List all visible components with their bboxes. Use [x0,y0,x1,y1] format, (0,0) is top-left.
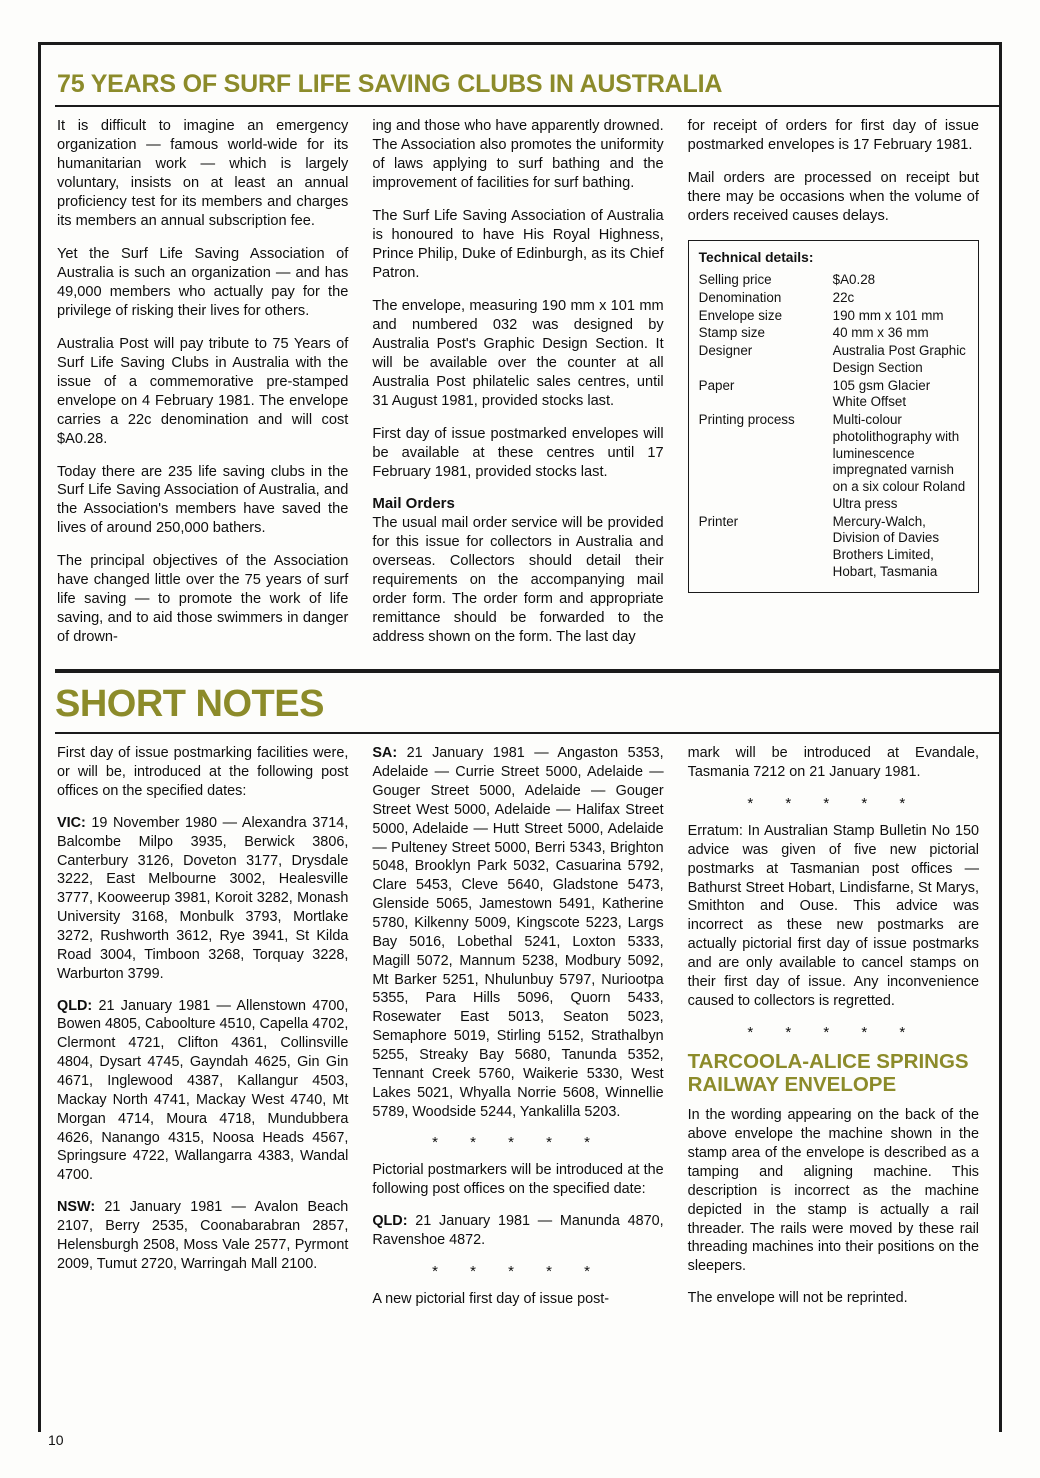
tech-label: Designer [698,343,753,359]
short-notes-rule [55,669,1001,673]
paragraph: A new pictorial first day of issue post- [372,1290,610,1307]
state-label-qld: QLD: [57,997,93,1014]
sub-headline-tarcoola-railway: TARCOOLA-ALICE SPRINGS RAILWAY ENVELOPE [687,1049,969,1096]
tech-label: Denomination [698,289,782,305]
technical-details-title: Technical details: [698,249,814,265]
paragraph: It is difficult to imagine an emergency organization — famous world-wide for its humanitarian work — which is largely voluntary, insists on at least an annual proficiency test for its members and charges its members an annual subscription fee. [57,118,349,229]
paragraph: ing and those who have apparently drowned. The Association also promotes the uniformity of laws applying to surf bathing and the improvement of facilities for surf bathing. [372,118,664,191]
star-divider: * * * * * [432,1134,604,1152]
star-divider: * * * * * [432,1262,604,1280]
paragraph: The envelope, measuring 190 mm x 101 mm and numbered 032 was designed by Australia Post's Graphic Design Section. It will be available over the counter at all Australia Post philatelic sales centres, until 31 August 1981, provided stocks last. [372,297,664,409]
paragraph-vic [57,814,348,984]
short-notes-underline [55,732,1001,734]
paragraph: The principal objectives of the Association have changed little over the 75 years of surf life saving — to promote the work of life saving, and to aid those swimmers in danger of drown- [57,553,349,646]
star-divider: * * * * * [747,794,920,812]
article-headline-surf-life-saving: 75 YEARS OF SURF LIFE SAVING CLUBS IN AUSTRALIA [57,70,723,98]
paragraph-erratum: Erratum: In Australian Stamp Bulletin No 150 advice was given of five new pictorial postmarks at Tasmanian post offices — Bathurst Street Hobart, Lindisfarne, St Marys, Smithton and Ouse. This advice was incorrect as these new postmarks are actually pictorial first day of issue postmarks and are only available to cancel stamps on their first day of issue. Any inconvenience caused to collectors is regretted. [687,822,979,1009]
technical-details-box [688,240,979,593]
tech-label: Printing process [698,412,795,428]
article-column-2 [372,117,663,661]
star-divider: * * * * * [747,1023,920,1041]
tech-value: 40 mm x 36 mm [832,325,929,341]
page-number: 10 [48,1432,64,1448]
tech-value: Australia Post Graphic Design Section [832,343,966,375]
paragraph: In the wording appearing on the back of the above envelope the machine shown in the stamp area of the envelope is described as a tamping and aligning machine. This description is incorrect as the machine depicted in the stamp is actually a rail threader. The rails were moved by these rail threading machines into their positions on the sleepers. [687,1107,979,1275]
paragraph: First day of issue postmarking facilities were, or will be, introduced at the following post offices on the specified dates: [57,745,349,799]
state-text-qld-pictorial: 21 January 1981 — Manunda 4870, Ravenshoe 4872. [372,1213,664,1249]
paragraph: The Surf Life Saving Association of Australia is honoured to have His Royal Highness, Prince Philip, Duke of Edinburgh, as its Chief Patron. [372,207,664,281]
short-notes-columns [53,744,979,1321]
tech-value: Mercury-Walch, Division of Davies Brothers Limited, Hobart, Tasmania [832,513,940,579]
tech-row [699,290,968,307]
article-columns [53,117,979,661]
tech-label: Paper [698,377,735,393]
state-text-qld: 21 January 1981 — Allenstown 4700, Bowen 4805, Caboolture 4510, Capella 4702, Clermont 4721, Clifton 4361, Collinsville 4804, Dysart 4745, Gayndah 4625, Gin Gin 4671, Inglewood 4387, Kallangur 4503, Mackay North 4741, Mackay West 4740, Mt Morgan 4714, Moura 4718, Mundubbera 4626, Nanango 4315, Noosa Heads 4567, Springsure 4722, Wallangarra 4383, Wandal 4700. [57,997,349,1184]
tech-value: Multi-colour photolithography with luminescence impregnated varnish on a six colour Roland Ultra press [832,412,966,511]
paragraph: First day of issue postmarked envelopes will be available at these centres until 17 February 1981, provided stocks last. [372,425,664,480]
page-content [45,48,995,1430]
paragraph-qld [57,997,348,1186]
tech-row [699,272,968,289]
paragraph-sa [372,744,663,1121]
tech-value: 105 gsm Glacier White Offset [832,377,931,410]
paragraph: Today there are 235 life saving clubs in the Surf Life Saving Association of Australia, and the Association's members have saved the lives of around 250,000 bathers. [57,463,349,537]
paragraph: for receipt of orders for first day of issue postmarked envelopes is 17 February 1981. [687,118,979,153]
tech-row [699,378,968,412]
tech-value: 190 mm x 101 mm [832,307,944,323]
tech-row [699,412,968,513]
article-column-1 [57,117,348,661]
paragraph: The envelope will not be reprinted. [687,1290,908,1307]
tech-row [699,308,968,325]
paragraph: mark will be introduced at Evandale, Tasmania 7212 on 21 January 1981. [687,745,979,781]
article-column-3 [688,117,979,661]
paragraph: Australia Post will pay tribute to 75 Years of Surf Life Saving Clubs in Australia with the issue of a commemorative pre-stamped envelope on 4 February 1981. The envelope carries a 22c denomination and will cost $A0.28. [57,335,349,447]
state-text-nsw: 21 January 1981 — Avalon Beach 2107, Berry 2535, Coonabarabran 2857, Helensburgh 2508, Moss Vale 2577, Pyrmont 2009, Tumut 2720, Warringah Mall 2100. [57,1199,349,1272]
tech-row [699,514,968,581]
paragraph-nsw [57,1198,348,1273]
paragraph: The usual mail order service will be provided for this issue for collectors in Australia and overseas. Collectors should detail their requirements on the accompanying mail order form. The order form and appropriate remittance should be forwarded to the address shown on the form. The last day [372,515,664,646]
tech-label: Stamp size [698,325,765,341]
paragraph: Yet the Surf Life Saving Association of Australia is such an organization — and has 49,000 members who actually pay for the privilege of risking their lives for others. [57,245,349,319]
headline-rule [55,105,1001,107]
short-notes-column-2 [372,744,663,1321]
section-heading-short-notes: SHORT NOTES [55,683,324,726]
tech-label: Printer [698,513,739,529]
short-notes-column-1 [57,744,348,1321]
short-notes-column-3 [688,744,979,1321]
state-text-sa: 21 January 1981 — Angaston 5353, Adelaide — Currie Street 5000, Adelaide — Gouger Street 5000, Adelaide — Gouger Street West 5000, Adelaide — Halifax Street 5000, Adelaide — Hutt Street 5000, Adelaide — Pulteney Street 5000, Berri 5343, Brighton 5048, Brooklyn Park 5032, Casuarina 5792, Clare 5453, Cleve 5640, Gladstone 5473, Glenside 5065, Jamestown 5491, Katherine 5780, Kilkenny 5009, Kingscote 5223, Largs Bay 5016, Lobethal 5241, Loxton 5333, Magill 5072, Mannum 5238, Modbury 5092, Mt Barker 5251, Nhulunbuy 5797, Nuriootpa 5355, Para Hills 5096, Quorn 5433, Rosewater East 5013, Seaton 5023, Semaphore 5019, Stirling 5152, Strathalbyn 5255, Streaky Bay 5680, Tanunda 5352, Tennant Creek 5760, Waikerie 5330, West Lakes 5021, Whyalla Norrie 5608, Winnellie 5789, Woodside 5244, Yankalilla 5203. [372,745,664,1120]
state-label-sa: SA: [372,745,398,762]
tech-label: Selling price [698,272,772,288]
paragraph: Pictorial postmarkers will be introduced at the following post offices on the specified date: [372,1162,664,1198]
tech-row [699,343,968,377]
tech-row [699,325,968,342]
tech-value: $A0.28 [832,272,876,288]
state-text-vic: 19 November 1980 — Alexandra 3714, Balcombe Milpo 3935, Berwick 3806, Canterbury 3126, Doveton 3177, Drysdale 3222, East Melbourne 3002, Healesville 3777, Kooweerup 3981, Koroit 3282, Monash University 3168, Monbulk 3793, Mortlake 3272, Rushworth 3612, Rye 3941, St Kilda Road 3004, Timboon 3268, Torquay 3228, Warburton 3799. [57,814,349,982]
subheading-mail-orders: Mail Orders [372,495,455,513]
tech-value: 22c [832,289,855,305]
state-label-nsw: NSW: [57,1199,96,1216]
state-label-qld-pictorial: QLD: [372,1213,408,1230]
paragraph-qld-pictorial [372,1212,663,1250]
state-label-vic: VIC: [57,814,86,831]
paragraph: Mail orders are processed on receipt but there may be occasions when the volume of orders received causes delays. [687,169,979,224]
tech-label: Envelope size [698,307,783,323]
